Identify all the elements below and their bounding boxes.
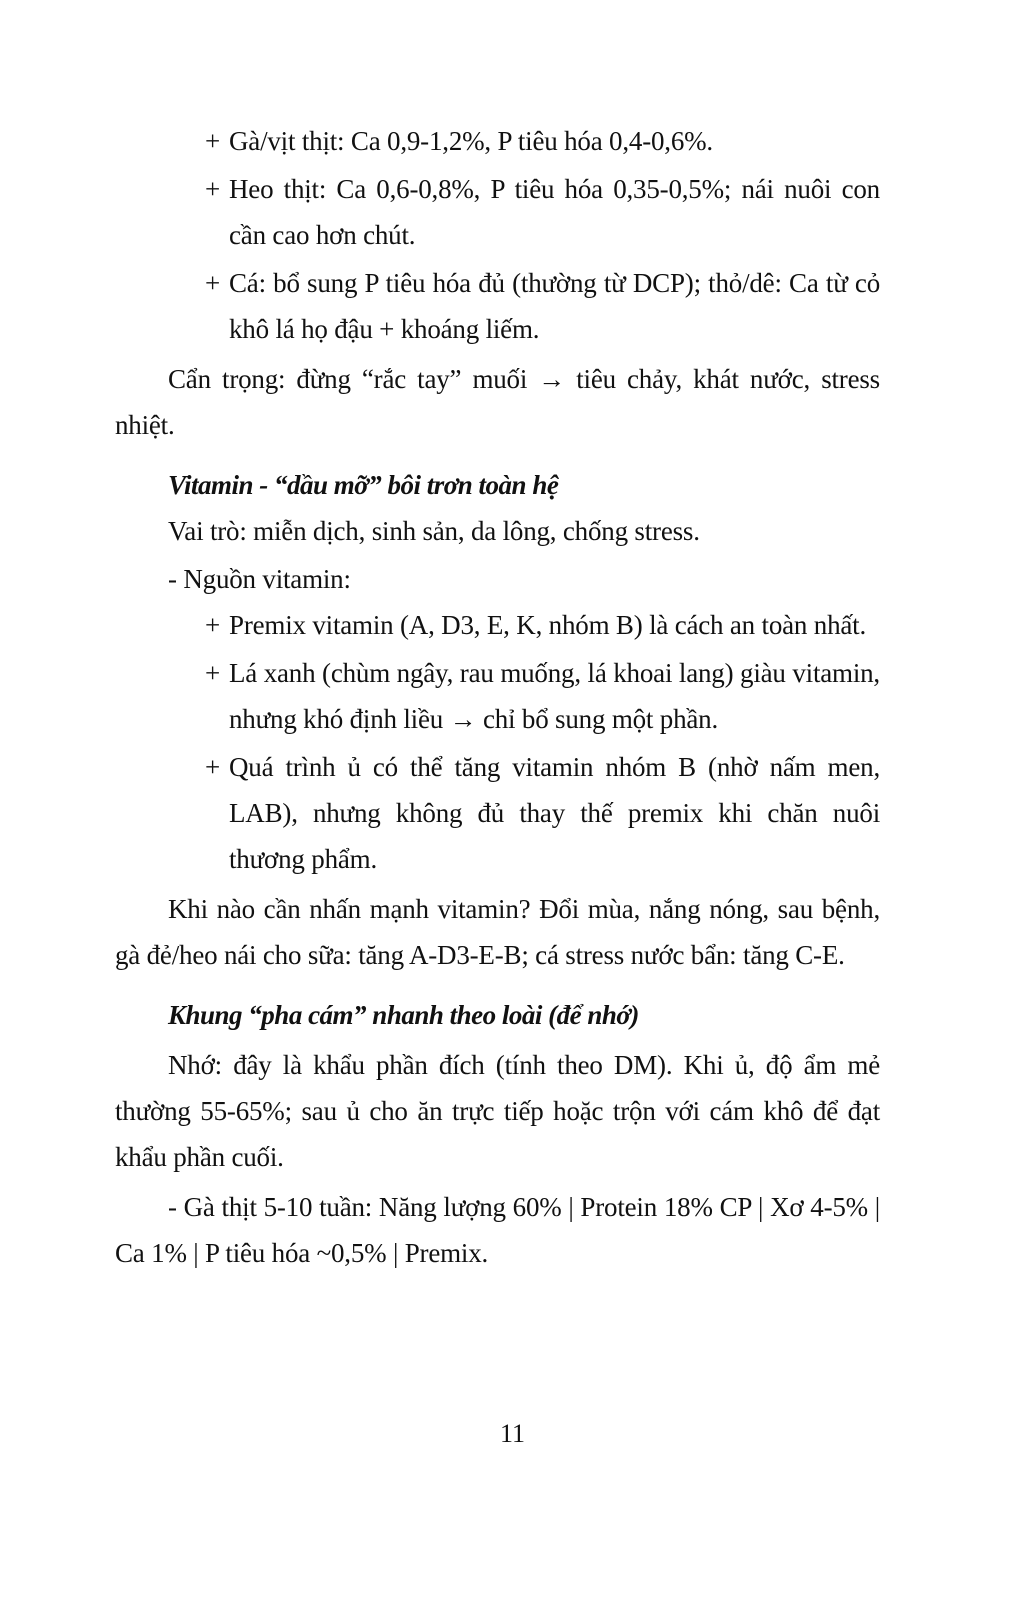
plus-marker: +	[205, 126, 221, 156]
mix-item-broiler: - Gà thịt 5-10 tuần: Năng lượng 60% | Protein 18% CP | Xơ 4-5% | Ca 1% | P tiêu hóa ~0,5% | Premix.	[115, 1192, 880, 1268]
plus-marker: +	[205, 752, 221, 782]
vitamin-source-text: Quá trình ủ có thể tăng vitamin nhóm B (nhờ nấm men, LAB), nhưng không đủ thay thế premix khi chăn nuôi thương phẩm.	[229, 752, 880, 874]
mix-note-paragraph: Nhớ: đây là khẩu phần đích (tính theo DM). Khi ủ, độ ẩm mẻ thường 55-65%; sau ủ cho ăn trực tiếp hoặc trộn với cám khô để đạt khẩu phần cuối.	[115, 1050, 880, 1172]
vitamin-source-premix	[115, 602, 880, 648]
page-number: 11	[499, 1419, 526, 1448]
vitamin-source-fermentation	[115, 744, 880, 882]
plus-marker: +	[205, 174, 221, 204]
mineral-item-text: Heo thịt: Ca 0,6-0,8%, P tiêu hóa 0,35-0,5%; nái nuôi con cần cao hơn chút.	[229, 174, 880, 250]
vitamin-heading: Vitamin - “dầu mỡ” bôi trơn toàn hệ	[168, 470, 559, 500]
plus-marker: +	[205, 610, 221, 640]
plus-marker: +	[205, 268, 221, 298]
vitamin-source-text: Premix vitamin (A, D3, E, K, nhóm B) là cách an toàn nhất.	[229, 610, 867, 640]
document-page	[115, 118, 880, 1276]
plus-marker: +	[205, 658, 221, 688]
vitamin-sources-label: - Nguồn vitamin:	[168, 564, 351, 594]
mineral-item-pig	[115, 166, 880, 258]
vitamin-role: Vai trò: miễn dịch, sinh sản, da lông, chống stress.	[168, 516, 700, 546]
mineral-item-text: Cá: bổ sung P tiêu hóa đủ (thường từ DCP); thỏ/dê: Ca từ cỏ khô lá họ đậu + khoáng liếm.	[229, 268, 880, 344]
mineral-item-poultry	[115, 118, 880, 164]
vitamin-source-text: Lá xanh (chùm ngây, rau muống, lá khoai lang) giàu vitamin, nhưng khó định liều → chỉ bổ sung một phần.	[229, 658, 880, 734]
caution-paragraph: Cẩn trọng: đừng “rắc tay” muối → tiêu chảy, khát nước, stress nhiệt.	[115, 364, 880, 440]
vitamin-emphasis-paragraph: Khi nào cần nhấn mạnh vitamin? Đổi mùa, nắng nóng, sau bệnh, gà đẻ/heo nái cho sữa: tăng A-D3-E-B; cá stress nước bẩn: tăng C-E.	[115, 894, 880, 970]
vitamin-source-greens	[115, 650, 880, 742]
mineral-item-text: Gà/vịt thịt: Ca 0,9-1,2%, P tiêu hóa 0,4-0,6%.	[229, 126, 713, 156]
mix-heading: Khung “pha cám” nhanh theo loài (để nhớ)	[168, 1000, 639, 1030]
mineral-item-fish	[115, 260, 880, 352]
